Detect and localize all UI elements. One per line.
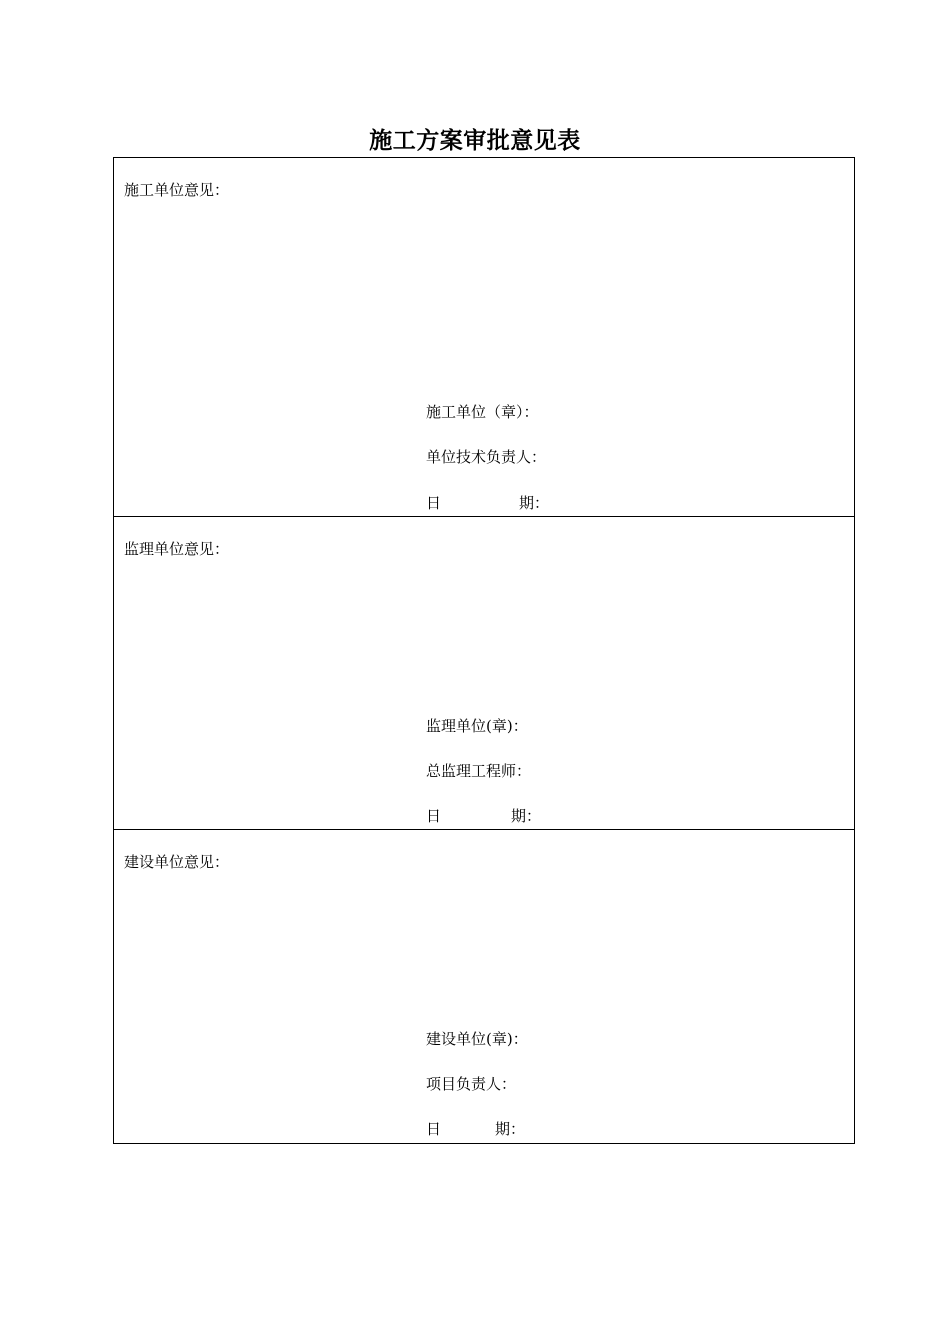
date-label-day: 日 [426, 807, 442, 825]
supervision-unit-seal-field[interactable]: 监理单位(章)： [426, 717, 528, 735]
supervision-unit-opinion-heading: 监理单位意见： [124, 540, 230, 558]
chief-supervisor-field[interactable]: 总监理工程师： [426, 762, 532, 780]
construction-date-field[interactable] [426, 492, 549, 513]
technical-lead-field[interactable]: 单位技术负责人： [426, 448, 547, 466]
construction-unit-opinion-heading: 施工单位意见： [124, 181, 230, 199]
client-unit-opinion-heading: 建设单位意见： [124, 853, 230, 871]
date-label-day: 日 [426, 494, 442, 512]
document-title: 施工方案审批意见表 [369, 127, 581, 154]
date-label-period: 期： [511, 807, 542, 825]
construction-unit-section [114, 158, 854, 517]
approval-form-table [113, 157, 855, 1144]
date-label-period: 期： [495, 1120, 526, 1138]
construction-unit-seal-field[interactable]: 施工单位（章）： [426, 403, 539, 421]
supervision-date-field[interactable] [426, 805, 541, 826]
client-date-field[interactable] [426, 1118, 525, 1139]
date-label-period: 期： [519, 494, 550, 512]
client-unit-section [114, 830, 854, 1143]
project-manager-field[interactable]: 项目负责人： [426, 1075, 517, 1093]
client-unit-seal-field[interactable]: 建设单位(章)： [426, 1030, 528, 1048]
date-label-day: 日 [426, 1120, 442, 1138]
supervision-unit-section [114, 517, 854, 830]
